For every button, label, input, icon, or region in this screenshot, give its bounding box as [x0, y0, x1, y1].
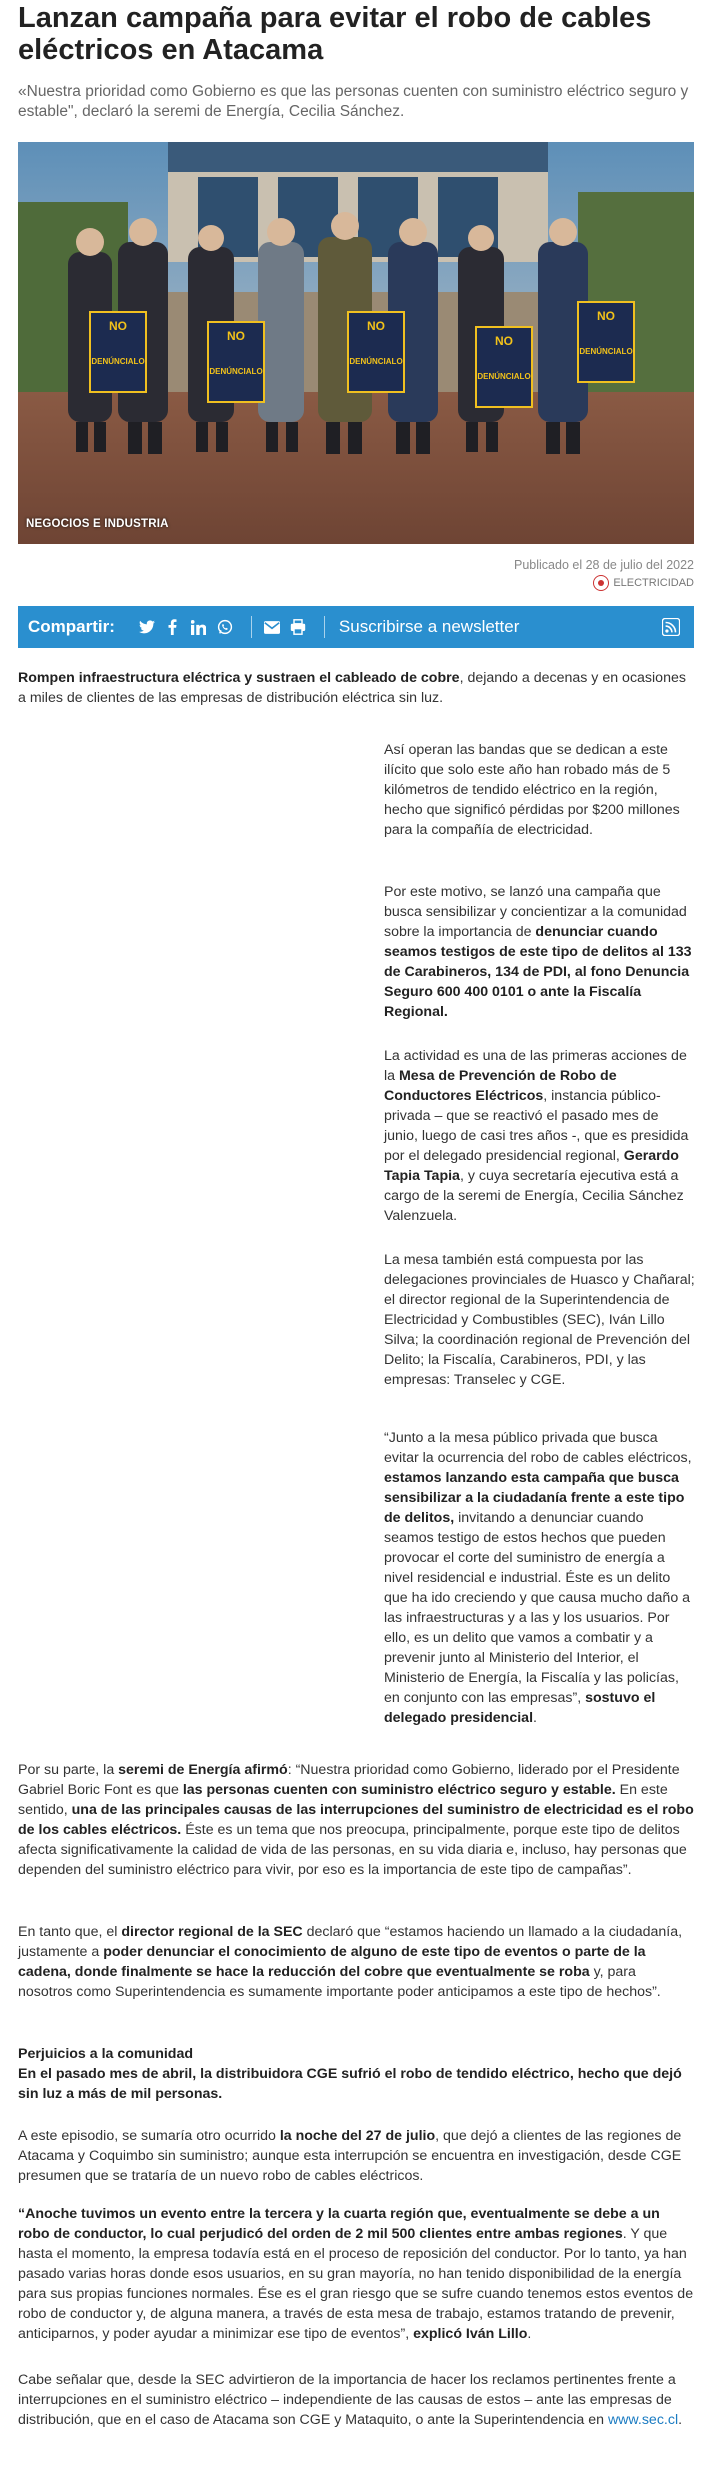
body-paragraph-8: Perjuicios a la comunidad En el pasado mes de abril, la distribuidora CGE sufrió el robo de tendido eléctrico, hecho que dejó sin luz a más de mil personas.: [18, 2046, 682, 2102]
svg-text:NO: NO: [109, 319, 127, 333]
lead-paragraph: Rompen infraestructura eléctrica y sustraen el cableado de cobre, dejando a decenas y en ocasiones a miles de clientes de las empresas de distribución eléctrica sin luz.: [18, 670, 686, 706]
body-paragraph-2: Por este motivo, se lanzó una campaña que busca sensibilizar y concientizar a la comunidad sobre la importancia de denunciar cuando seamos testigos de este tipo de delitos al 133 de Carabineros, 134 de PDI, al fono Denuncia Seguro 600 400 0101 o ante la Fiscalía Regional.: [384, 884, 692, 1020]
facebook-icon[interactable]: [163, 617, 183, 637]
svg-text:DENÚNCIALO: DENÚNCIALO: [579, 347, 633, 356]
category-icon: [593, 575, 609, 591]
twitter-icon[interactable]: [137, 617, 157, 637]
article-photo: [18, 142, 694, 544]
body-paragraph-9: A este episodio, se sumaría otro ocurrido la noche del 27 de julio, que dejó a clientes de las regiones de Atacama y Coquimbo sin suministro; aunque esta interrupción se encuentra en investigación, desde CGE presumen que se trataría de un nuevo robo de cables eléctricos.: [18, 2128, 682, 2184]
linkedin-icon[interactable]: [189, 617, 209, 637]
category-label: ELECTRICIDAD: [613, 577, 694, 589]
body-paragraph-11: Cabe señalar que, desde la SEC advirtieron de la importancia de hacer los reclamos pertinentes frente a interrupciones en el suministro eléctrico – independiente de las causas de estos – ante las empresas de distribución, que en el caso de Atacama son CGE y Mataquito, o ante la Superintendencia en www.sec.cl.: [18, 2372, 683, 2428]
svg-text:DENÚNCIALO: DENÚNCIALO: [209, 367, 263, 376]
print-icon[interactable]: [288, 617, 308, 637]
group-photo-image: [18, 142, 694, 544]
article-subtitle: «Nuestra prioridad como Gobierno es que las personas cuenten con suministro eléctrico seguro y estable", declaró la seremi de Energía, Cecilia Sánchez.: [18, 83, 689, 120]
article-title: Lanzan campaña para evitar el robo de cables eléctricos en Atacama: [18, 2, 652, 66]
svg-text:DENÚNCIALO: DENÚNCIALO: [477, 372, 531, 381]
publication-info: [514, 556, 694, 592]
body-paragraph-10: “Anoche tuvimos un evento entre la tercera y la cuarta región que, eventualmente se debe a un robo de conductor, lo cual perjudicó del orden de 2 mil 500 clientes entre ambas regiones. Y que hasta el momento, la empresa todavía está en el proceso de reposición del conductor. Por lo tanto, ya han pasado varias horas donde esos usuarios, en su gran mayoría, no han tenido disponibilidad de la energía para sus propias funciones normales. Ése es el gran riesgo que se sufre cuando tenemos estos eventos de robo de conductor y, de alguna manera, a través de esta mesa de trabajo, estamos tratando de prevenir, anticiparnos, y poder ayudar a minimizar ese tipo de eventos”, explicó Iván Lillo.: [18, 2206, 694, 2342]
publish-date: Publicado el 28 de julio del 2022: [514, 558, 694, 572]
svg-text:DENÚNCIALO: DENÚNCIALO: [91, 357, 145, 366]
share-label: Compartir:: [28, 617, 115, 636]
newsletter-link[interactable]: Suscribirse a newsletter: [338, 617, 520, 636]
share-divider-2: [324, 616, 325, 638]
section-heading: Perjuicios a la comunidad: [18, 2046, 194, 2062]
body-paragraph-5: “Junto a la mesa público privada que busca evitar la ocurrencia del robo de cables eléctricos, estamos lanzando esta campaña que busca sensibilizar a la ciudadanía frente a este tipo de delitos, invitando a denunciar cuando seamos testigo de estos hechos que pueden provocar el corte del suministro de energía a nivel residencial e industrial. Éste es un delito que ha ido creciendo y que causa mucho daño a las infraestructuras y a las y los usuarios. Por ello, es un delito que vamos a combatir y a prevenir junto al Ministerio del Interior, el Ministerio de Energía, la Fiscalía y las policías, en conjunto con las empresas”, sostuvo el delegado presidencial.: [384, 1430, 692, 1726]
body-paragraph-1: Así operan las bandas que se dedican a este ilícito que solo este año han robado más de 5 kilómetros de tendido eléctrico en la región, hecho que significó pérdidas por $200 millones para la compañía de electricidad.: [384, 742, 680, 838]
email-icon[interactable]: [262, 617, 282, 637]
category-link[interactable]: [514, 574, 694, 592]
svg-text:NO: NO: [495, 334, 513, 348]
body-paragraph-3: La actividad es una de las primeras acciones de la Mesa de Prevención de Robo de Conductores Eléctricos, instancia público-privada – que se reactivó el pasado mes de junio, luego de casi tres años -, que es presidida por el delegado presidencial regional, Gerardo Tapia Tapia, y cuya secretaría ejecutiva está a cargo de la seremi de Energía, Cecilia Sánchez Valenzuela.: [384, 1048, 689, 1224]
body-paragraph-6: Por su parte, la seremi de Energía afirmó: “Nuestra prioridad como Gobierno, liderado por el Presidente Gabriel Boric Font es que las personas cuenten con suministro eléctrico seguro y estable. En este sentido, una de las principales causas de las interrupciones del suministro de electricidad es el robo de los cables eléctricos. Éste es un tema que nos preocupa, principalmente, porque este tipo de delitos afecta significativamente la calidad de vida de las personas, en su vida diaria e, incluso, hay personas que dependen del suministro eléctrico para vivir, por eso es la importancia de este tipo de campañas”.: [18, 1762, 694, 1878]
whatsapp-icon[interactable]: [215, 617, 235, 637]
svg-text:NO: NO: [227, 329, 245, 343]
svg-text:NO: NO: [597, 309, 615, 323]
svg-text:DENÚNCIALO: DENÚNCIALO: [349, 357, 403, 366]
share-bar: [18, 606, 694, 648]
body-paragraph-4: La mesa también está compuesta por las delegaciones provinciales de Huasco y Chañaral; el director regional de la Superintendencia de Electricidad y Combustibles (SEC), Iván Lillo Silva; la coordinación regional de Prevención del Delito; la Fiscalía, Carabineros, PDI, y las empresas: Transelec y CGE.: [384, 1252, 695, 1388]
sec-website-link[interactable]: www.sec.cl: [607, 2412, 679, 2428]
share-divider: [251, 616, 252, 638]
body-paragraph-7: En tanto que, el director regional de la SEC declaró que “estamos haciendo un llamado a la ciudadanía, justamente a poder denunciar el conocimiento de alguno de este tipo de eventos o parte de la cadena, donde finalmente se hace la reducción del cobre que eventualmente se roba y, para nosotros como Superintendencia es sumamente importante poder anticipamos a este tipo de hechos”.: [18, 1924, 683, 2000]
rss-icon[interactable]: [662, 618, 680, 636]
photo-category-tag[interactable]: NEGOCIOS E INDUSTRIA: [26, 518, 169, 530]
svg-text:NO: NO: [367, 319, 385, 333]
